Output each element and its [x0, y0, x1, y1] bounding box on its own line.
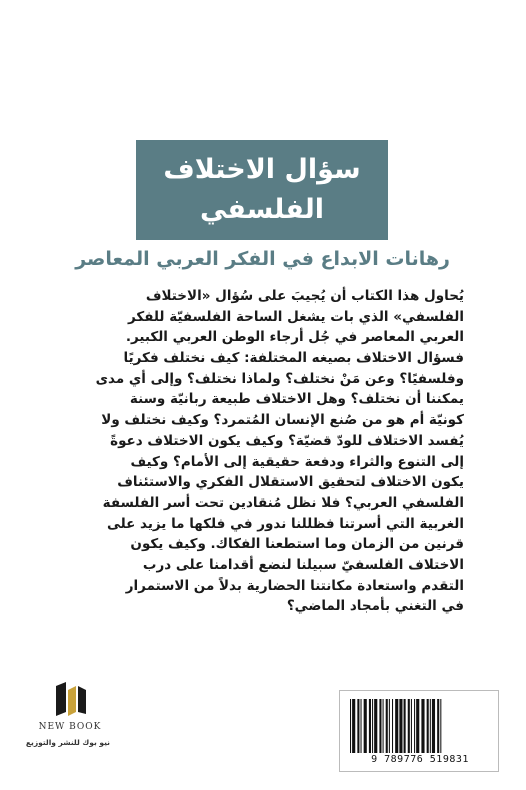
publisher-logo [25, 682, 110, 760]
book-title-line-1: سؤال الاختلاف [163, 154, 361, 185]
blurb-line: وفلسفيًا؟ وعن مَنْ نختلف؟ ولماذا نختلف؟ وإلى أي مدى [95, 370, 464, 387]
barcode-bar [357, 699, 359, 753]
blurb-line: إلى التنوع والثراء ودفعة حقيقية إلى الأمام؟ وكيف [130, 453, 464, 470]
barcode-bar [414, 699, 415, 753]
blurb-line: التقدم واستعادة مكانتنا الحضارية بدلاً من الاستمرار [125, 577, 464, 594]
barcode-bar [379, 699, 381, 753]
barcode-bar [361, 699, 362, 753]
barcode-bar [364, 699, 367, 753]
blurb-line: فسؤال الاختلاف بصيغه المختلفة: كيف نختلف فكريًا [123, 350, 464, 367]
blurb-line: يُحاول هذا الكتاب أن يُجيبَ على سُؤال «الاختلاف [145, 288, 464, 304]
blurb-line: العربي المعاصر في جُل أرجاء الوطن العربي الكبير. [125, 329, 464, 346]
barcode-bar [392, 699, 393, 753]
barcode-bar [386, 699, 388, 753]
book-title-line-2: الفلسفي [199, 194, 325, 225]
barcode-bar [369, 699, 371, 753]
back-cover-blurb [52, 286, 464, 617]
blurb-line: يكون الاختلاف لتحقيق الاستقلال الفكري والاستئناف [117, 474, 464, 491]
barcode-bar [404, 699, 406, 753]
barcode-bar [395, 699, 398, 753]
barcode-bar [440, 699, 441, 753]
barcode-bar [374, 699, 377, 753]
barcode-bar [383, 699, 384, 753]
barcode-bar [352, 699, 355, 753]
book-logo-icon [50, 682, 90, 718]
isbn-number: 9 789776 519831 [371, 754, 469, 765]
barcode-box [339, 690, 499, 772]
barcode-bars [348, 699, 490, 753]
barcode-bar [372, 699, 373, 753]
book-subtitle: رهانات الابداع في الفكر العربي المعاصر [75, 248, 450, 270]
blurb-line: يمكننا أن نختلف؟ وهل الاختلاف طبيعة ربانيّة وسنة [129, 391, 464, 408]
barcode-bar [416, 699, 419, 753]
barcode-bar [399, 699, 402, 753]
barcode-bar [432, 699, 435, 753]
blurb-line: في التغني بأمجاد الماضي؟ [286, 598, 464, 615]
barcode-bar [389, 699, 390, 753]
barcode-bar [427, 699, 429, 753]
blurb-line: قرنين من الزمان وما استطعنا الفكاك. وكيف يكون [130, 536, 464, 553]
blurb-line: يُفسد الاختلاف للودّ قضيّة؟ وكيف يكون الاختلاف دعوةً [110, 432, 464, 449]
blurb-line: كونيّة أم هو من صُنع الإنسان المُتمرد؟ وكيف نختلف ولا [101, 412, 464, 429]
blurb-line: الغربية التي أسرتنا فظللنا ندور في فلكها ما يزيد على [106, 515, 464, 532]
barcode-bar [421, 699, 424, 753]
barcode-bar [408, 699, 410, 753]
publisher-tagline: نيو بوك للنشر والتوزيع [25, 738, 110, 747]
barcode-bar [350, 699, 351, 753]
barcode-bar [430, 699, 431, 753]
blurb-line: الفلسفي العربي؟ فلا نظل مُنقادين تحت أسر الفلسفة [102, 494, 464, 511]
blurb-line: الفلسفي» الذي بات يشغل الساحة الفلسفيّة للفكر [127, 308, 464, 325]
title-box [136, 140, 388, 240]
publisher-name: NEW BOOK [38, 722, 102, 732]
barcode-bar [411, 699, 412, 753]
barcode-bar [437, 699, 439, 753]
blurb-line: الاختلاف الفلسفيّ سبيلنا لنضع أقدامنا على درب [142, 556, 464, 573]
